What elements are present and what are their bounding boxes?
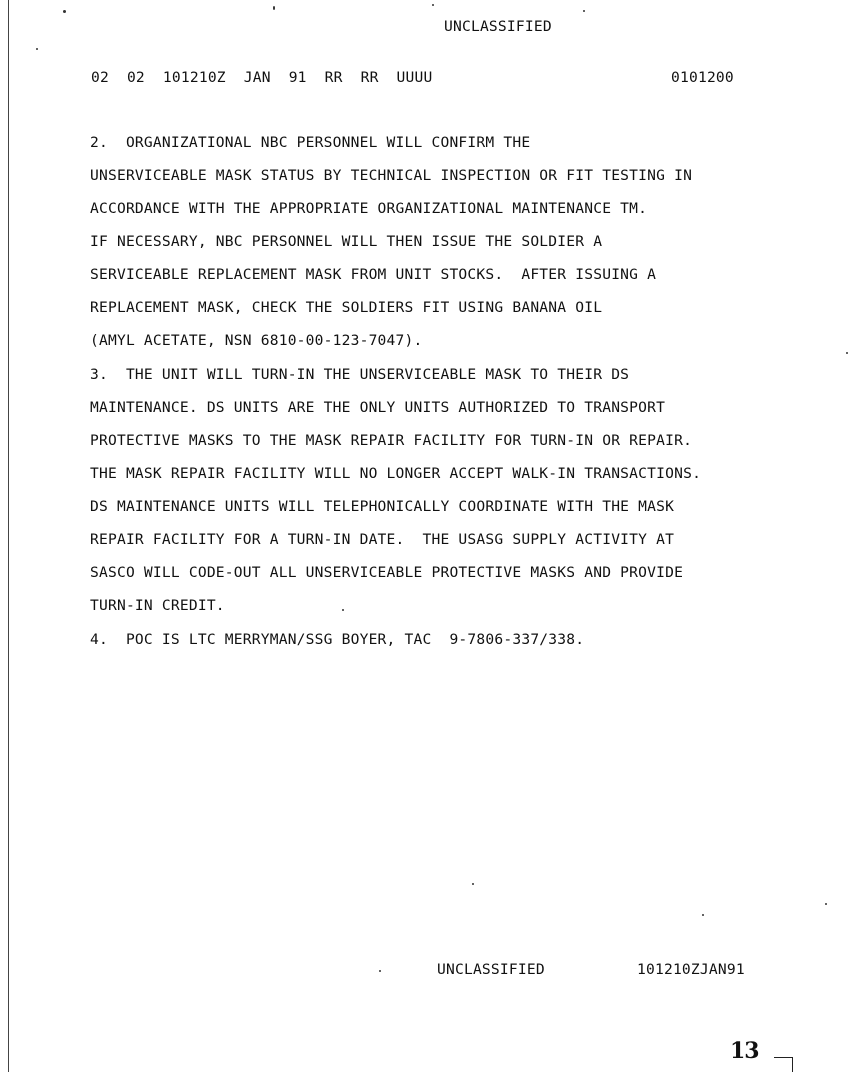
body-line: UNSERVICEABLE MASK STATUS BY TECHNICAL INSPECTION OR FIT TESTING IN: [90, 167, 693, 184]
scan-speck: [63, 10, 66, 13]
scan-speck: [846, 352, 848, 354]
body-line: (AMYL ACETATE, NSN 6810-00-123-7047).: [90, 332, 423, 349]
body-line: DS MAINTENANCE UNITS WILL TELEPHONICALLY COORDINATE WITH THE MASK: [90, 498, 675, 515]
page-left-edge: [8, 0, 9, 1072]
scan-speck: [273, 6, 275, 10]
page-number: 13: [730, 1038, 759, 1064]
scan-speck: [583, 10, 585, 12]
scan-speck: [379, 970, 381, 972]
body-line: THE MASK REPAIR FACILITY WILL NO LONGER ACCEPT WALK-IN TRANSACTIONS.: [90, 465, 702, 482]
body-line: 3. THE UNIT WILL TURN-IN THE UNSERVICEABLE MASK TO THEIR DS: [90, 366, 630, 383]
body-line: SERVICEABLE REPLACEMENT MASK FROM UNIT STOCKS. AFTER ISSUING A: [90, 266, 657, 283]
body-line: 4. POC IS LTC MERRYMAN/SSG BOYER, TAC 9-7806-337/338.: [90, 631, 585, 648]
scan-speck: [825, 903, 827, 905]
body-line: SASCO WILL CODE-OUT ALL UNSERVICEABLE PROTECTIVE MASKS AND PROVIDE: [90, 564, 684, 581]
scan-speck: [342, 609, 344, 611]
body-line: MAINTENANCE. DS UNITS ARE THE ONLY UNITS AUTHORIZED TO TRANSPORT: [90, 399, 666, 416]
scan-speck: [36, 48, 38, 50]
body-line: 2. ORGANIZATIONAL NBC PERSONNEL WILL CONFIRM THE: [90, 134, 531, 151]
header-serial: 0101200: [671, 69, 734, 86]
body-line: REPAIR FACILITY FOR A TURN-IN DATE. THE USASG SUPPLY ACTIVITY AT: [90, 531, 675, 548]
body-line: TURN-IN CREDIT.: [90, 597, 225, 614]
page-corner-mark: [774, 1057, 793, 1072]
header-dtg-line: 02 02 101210Z JAN 91 RR RR UUUU: [91, 69, 433, 86]
header-classification: UNCLASSIFIED: [444, 18, 552, 35]
scan-speck: [472, 883, 474, 885]
footer-classification: UNCLASSIFIED: [437, 961, 545, 978]
body-line: REPLACEMENT MASK, CHECK THE SOLDIERS FIT USING BANANA OIL: [90, 299, 603, 316]
body-line: PROTECTIVE MASKS TO THE MASK REPAIR FACILITY FOR TURN-IN OR REPAIR.: [90, 432, 693, 449]
scan-speck: [702, 914, 704, 916]
scan-speck: [432, 4, 434, 6]
body-line: ACCORDANCE WITH THE APPROPRIATE ORGANIZATIONAL MAINTENANCE TM.: [90, 200, 648, 217]
footer-dtg: 101210ZJAN91: [637, 961, 745, 978]
body-line: IF NECESSARY, NBC PERSONNEL WILL THEN ISSUE THE SOLDIER A: [90, 233, 603, 250]
